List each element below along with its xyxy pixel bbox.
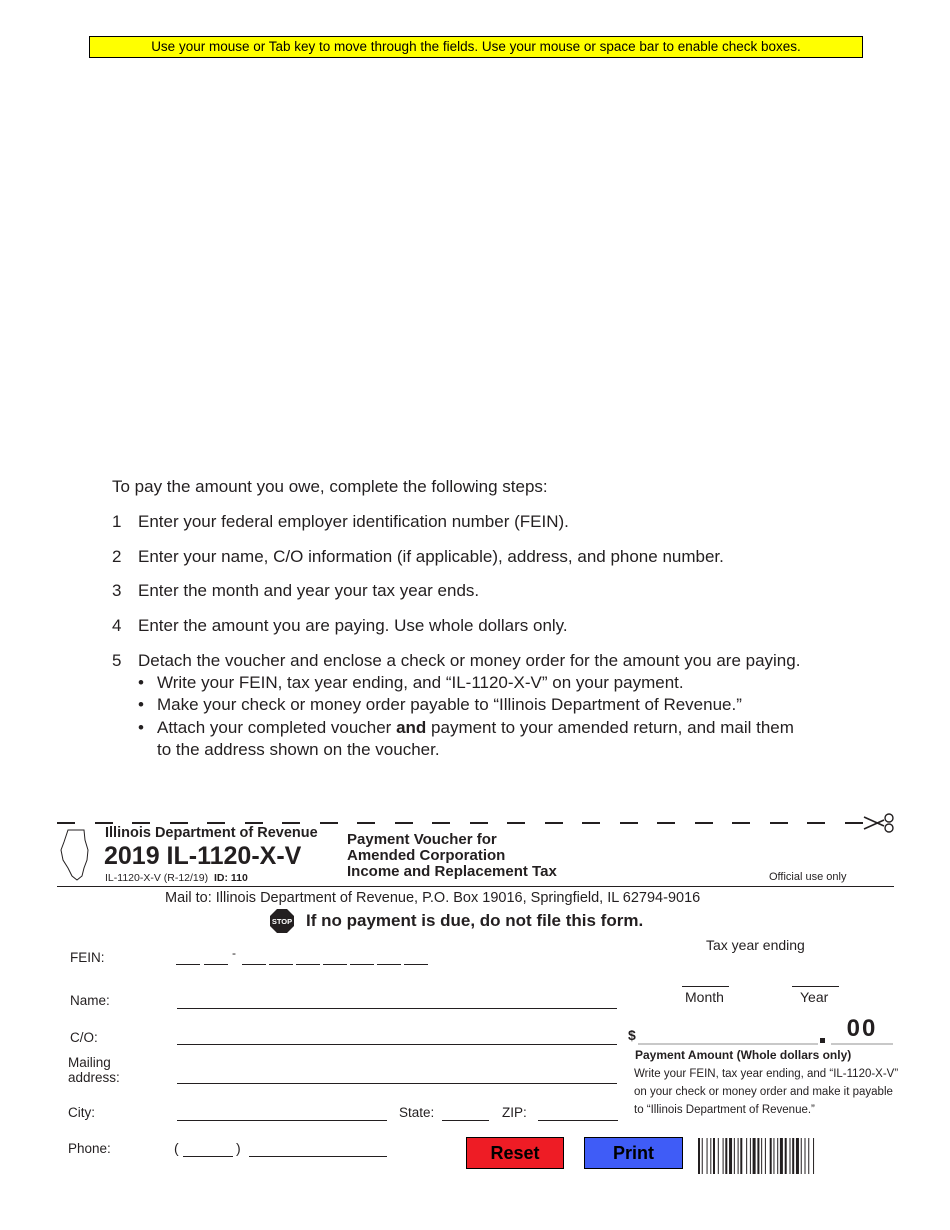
step-2: [0, 547, 950, 567]
phone-paren-open: (: [174, 1140, 179, 1156]
cut-line-dash: [57, 822, 75, 824]
step-text: Enter the amount you are paying. Use whole dollars only.: [138, 616, 568, 635]
phone-area-code-input[interactable]: [183, 1138, 233, 1157]
stop-sign-icon: [269, 908, 295, 934]
step-number: 3: [112, 581, 122, 600]
cut-line-dash: [845, 822, 863, 824]
scissors-icon: [862, 812, 896, 834]
mailing-address-label: Mailing address:: [68, 1055, 120, 1085]
cut-line-dash: [545, 822, 563, 824]
dollar-sign: $: [628, 1027, 636, 1043]
step-number: 4: [112, 616, 122, 635]
bullet-3: [0, 718, 950, 762]
cut-line-dash: [582, 822, 600, 824]
bullet-text: Make your check or money order payable to “Illinois Department of Revenue.”: [157, 695, 742, 714]
voucher-heading: Payment Voucher for Amended Corporation Income and Replacement Tax: [347, 831, 557, 880]
cut-line-dash: [170, 822, 188, 824]
cut-line-dash: [807, 822, 825, 824]
step-1: [0, 512, 950, 532]
svg-text:STOP: STOP: [271, 917, 293, 926]
payment-amount-label: Payment Amount (Whole dollars only): [635, 1048, 852, 1062]
no-payment-notice: If no payment is due, do not file this form.: [306, 911, 644, 930]
cut-line-dash: [132, 822, 150, 824]
bullet-text-continued: to the address shown on the voucher.: [157, 740, 440, 759]
cut-line-dash: [695, 822, 713, 824]
cut-line-dash: [357, 822, 375, 824]
step-5: [0, 651, 950, 671]
illinois-state-outline-icon: [58, 828, 92, 882]
cut-line-dash: [657, 822, 675, 824]
mailing-address-input[interactable]: [177, 1065, 617, 1084]
cut-line-dash: [282, 822, 300, 824]
barcode-image: [698, 1138, 894, 1174]
name-label: Name:: [70, 993, 110, 1008]
step-number: 2: [112, 547, 122, 566]
cut-line-dash: [620, 822, 638, 824]
step-text: Enter the month and year your tax year ends.: [138, 581, 480, 600]
zip-label: ZIP:: [502, 1105, 527, 1120]
co-input[interactable]: [177, 1026, 617, 1045]
state-label: State:: [399, 1105, 435, 1120]
phone-label: Phone:: [68, 1141, 111, 1156]
co-label: C/O:: [70, 1030, 98, 1045]
cut-line-dash: [207, 822, 225, 824]
payment-amount-input[interactable]: [638, 1024, 818, 1045]
bullet-dot: •: [138, 673, 144, 692]
decimal-point: [820, 1038, 825, 1043]
bullet-2: [0, 695, 950, 717]
cut-line-dash: [432, 822, 450, 824]
bullet-text: Write your FEIN, tax year ending, and “IL-1120-X-V” on your payment.: [157, 673, 684, 692]
year-label: Year: [800, 989, 829, 1005]
city-label: City:: [68, 1105, 95, 1120]
month-label: Month: [685, 989, 724, 1005]
mail-to-address: Mail to: Illinois Department of Revenue, P.O. Box 19016, Springfield, IL 62794-9016: [165, 890, 701, 906]
cut-line-dash: [770, 822, 788, 824]
step-4: [0, 616, 950, 636]
cut-line-dash: [507, 822, 525, 824]
step-text: Enter your federal employer identification number (FEIN).: [138, 512, 569, 531]
year-input[interactable]: [792, 968, 839, 987]
bullet-text: Attach your completed voucher and payment to your amended return, and mail them: [157, 718, 794, 737]
zip-input[interactable]: [538, 1102, 618, 1121]
instructions-intro: To pay the amount you owe, complete the following steps:: [112, 477, 548, 496]
cut-line-dash: [245, 822, 263, 824]
cut-line-dash: [732, 822, 750, 824]
step-number: 1: [112, 512, 122, 531]
department-name: Illinois Department of Revenue: [105, 825, 318, 841]
phone-paren-close: ): [236, 1140, 241, 1156]
step-text: Detach the voucher and enclose a check or money order for the amount you are paying.: [138, 651, 801, 670]
payment-note: Write your FEIN, tax year ending, and “IL-1120-X-V” on your check or money order and make it payable to “Illinois Department of Revenue.”: [634, 1068, 899, 1116]
step-text: Enter your name, C/O information (if applicable), address, and phone number.: [138, 547, 724, 566]
fein-input[interactable]: -: [176, 948, 436, 966]
bullet-dot: •: [138, 695, 144, 714]
cut-line-dash: [470, 822, 488, 824]
phone-number-input[interactable]: [249, 1138, 387, 1157]
form-code: IL-1120-X-V (R-12/19) ID: 110: [105, 872, 248, 884]
form-id: ID: 110: [213, 872, 248, 884]
step-3: [0, 581, 950, 601]
instruction-banner: Use your mouse or Tab key to move through the fields. Use your mouse or space bar to enable check boxes.: [89, 36, 863, 58]
bullet-1: [0, 673, 950, 695]
cut-line-dash: [395, 822, 413, 824]
official-use-label: Official use only: [769, 871, 847, 883]
cents-field: 00: [831, 1016, 893, 1045]
print-button[interactable]: Print: [584, 1137, 683, 1169]
fein-label: FEIN:: [70, 950, 105, 965]
header-divider: [57, 886, 894, 887]
name-input[interactable]: [177, 990, 617, 1009]
reset-button[interactable]: Reset: [466, 1137, 564, 1169]
state-input[interactable]: [442, 1102, 489, 1121]
cut-line-dash: [95, 822, 113, 824]
month-input[interactable]: [682, 968, 729, 987]
tax-year-ending-label: Tax year ending: [706, 937, 805, 953]
step-number: 5: [112, 651, 122, 670]
bullet-dot: •: [138, 718, 144, 737]
city-input[interactable]: [177, 1102, 387, 1121]
cut-line-dash: [320, 822, 338, 824]
form-title: 2019 IL-1120-X-V: [104, 842, 302, 870]
